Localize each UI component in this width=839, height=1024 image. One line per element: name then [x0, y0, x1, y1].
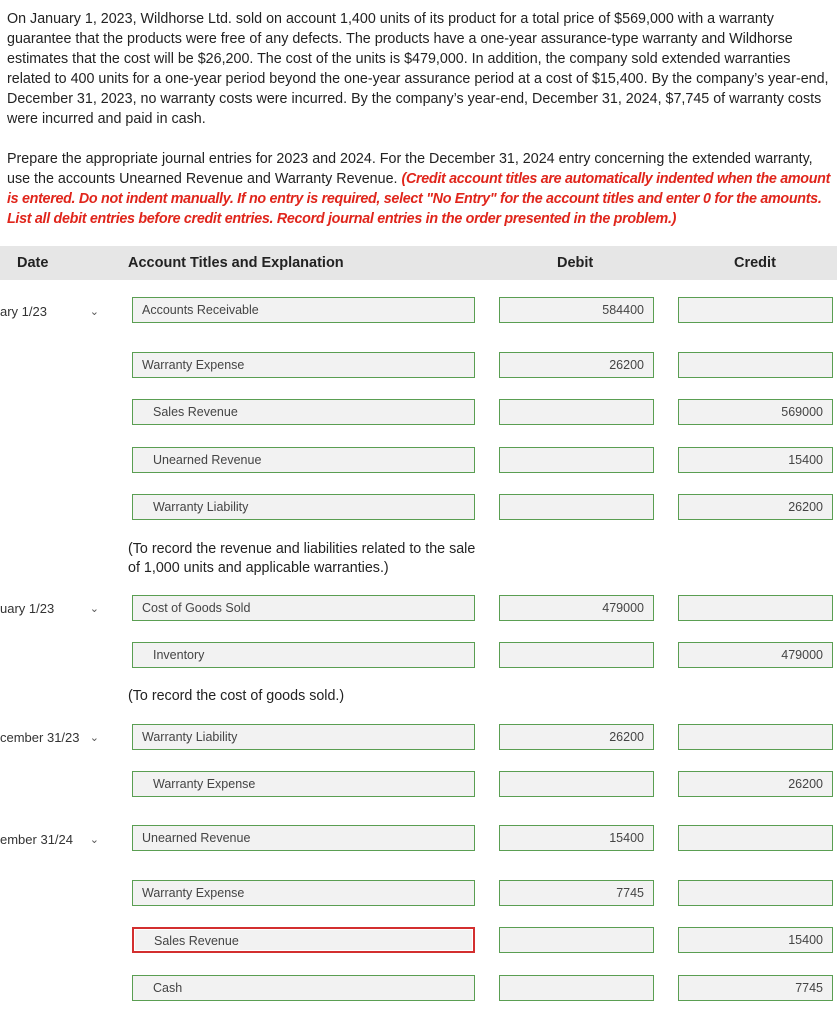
- account-field[interactable]: Inventory: [132, 642, 475, 668]
- chevron-down-icon: ⌄: [89, 603, 99, 615]
- credit-field[interactable]: 26200: [678, 771, 833, 797]
- credit-field[interactable]: [678, 352, 833, 378]
- account-field[interactable]: Unearned Revenue: [132, 825, 475, 851]
- debit-field[interactable]: [499, 494, 654, 520]
- instructions: [7, 149, 837, 229]
- debit-field[interactable]: 26200: [499, 352, 654, 378]
- debit-field[interactable]: [499, 927, 654, 953]
- date-value: cember 31/23: [0, 730, 80, 745]
- date-value: uary 1/23: [0, 601, 55, 616]
- chevron-down-icon: ⌄: [89, 306, 99, 318]
- credit-field[interactable]: [678, 825, 833, 851]
- debit-field[interactable]: 7745: [499, 880, 654, 906]
- credit-field[interactable]: 15400: [678, 447, 833, 473]
- credit-field[interactable]: 569000: [678, 399, 833, 425]
- entry-explanation: (To record the cost of goods sold.): [128, 688, 345, 704]
- account-header: Account Titles and Explanation: [128, 255, 344, 271]
- problem-text: On January 1, 2023, Wildhorse Ltd. sold on account 1,400 units of its product for a total price of $569,000 with a warranty guarantee that the products were free of any defects. The products have a one-year assurance-type warranty and Wildhorse estimates that the cost will be $26,200. The cost of the units is $479,000. In addition, the company sold extended warranties related to 400 units for a one-year period beyond the one-year assurance period at a cost of $15,400. By the company’s year-end, December 31, 2023, no warranty costs were incurred. By the company’s year-end, December 31, 2024, $7,745 of warranty costs were incurred and paid in cash.: [7, 11, 829, 127]
- date-select-entry-2[interactable]: [0, 598, 103, 620]
- debit-field[interactable]: 15400: [499, 825, 654, 851]
- chevron-down-icon: ⌄: [89, 732, 99, 744]
- date-select-entry-3[interactable]: [0, 727, 103, 749]
- debit-field[interactable]: 479000: [499, 595, 654, 621]
- account-field[interactable]: Warranty Liability: [132, 494, 475, 520]
- date-header: Date: [17, 255, 49, 271]
- credit-field[interactable]: 15400: [678, 927, 833, 953]
- debit-field[interactable]: [499, 447, 654, 473]
- entry-explanation: (To record the revenue and liabilities related to the sale of 1,000 units and applicable warranties.): [128, 541, 476, 576]
- credit-field[interactable]: [678, 595, 833, 621]
- chevron-down-icon: ⌄: [89, 834, 99, 846]
- account-field[interactable]: Accounts Receivable: [132, 297, 475, 323]
- debit-field[interactable]: 26200: [499, 724, 654, 750]
- account-field[interactable]: Cost of Goods Sold: [132, 595, 475, 621]
- date-value: ary 1/23: [0, 304, 47, 319]
- debit-field[interactable]: 584400: [499, 297, 654, 323]
- credit-field[interactable]: [678, 724, 833, 750]
- table-header: [0, 246, 837, 280]
- credit-field[interactable]: 479000: [678, 642, 833, 668]
- debit-field[interactable]: [499, 642, 654, 668]
- account-field[interactable]: Sales Revenue: [132, 399, 475, 425]
- account-field[interactable]: Warranty Expense: [132, 771, 475, 797]
- account-field[interactable]: Cash: [132, 975, 475, 1001]
- date-select-entry-4[interactable]: [0, 829, 103, 851]
- account-field[interactable]: Unearned Revenue: [132, 447, 475, 473]
- debit-field[interactable]: [499, 399, 654, 425]
- credit-field[interactable]: [678, 880, 833, 906]
- instructions-note: (Credit account titles are automatically indented when the amount is entered. Do not indent manually. If no entry is required, select "No Entry" for the account titles and enter 0 for the amounts. List all debit entries before credit entries. Record journal entries in the order presented in the problem.): [7, 171, 831, 227]
- credit-field[interactable]: [678, 297, 833, 323]
- account-field[interactable]: Warranty Expense: [132, 352, 475, 378]
- instructions-text: Prepare the appropriate journal entries for 2023 and 2024. For the December 31, 2024 entry concerning the extended warranty, use the accounts Unearned Revenue and Warranty Revenue.: [7, 151, 813, 187]
- account-field[interactable]: Warranty Liability: [132, 724, 475, 750]
- account-field[interactable]: Warranty Expense: [132, 880, 475, 906]
- credit-header: Credit: [734, 255, 776, 271]
- debit-header: Debit: [557, 255, 594, 271]
- credit-field[interactable]: 7745: [678, 975, 833, 1001]
- date-value: ember 31/24: [0, 832, 73, 847]
- debit-field[interactable]: [499, 771, 654, 797]
- date-select-entry-1[interactable]: [0, 301, 103, 323]
- credit-field[interactable]: 26200: [678, 494, 833, 520]
- account-field-error[interactable]: Sales Revenue: [132, 927, 475, 953]
- debit-field[interactable]: [499, 975, 654, 1001]
